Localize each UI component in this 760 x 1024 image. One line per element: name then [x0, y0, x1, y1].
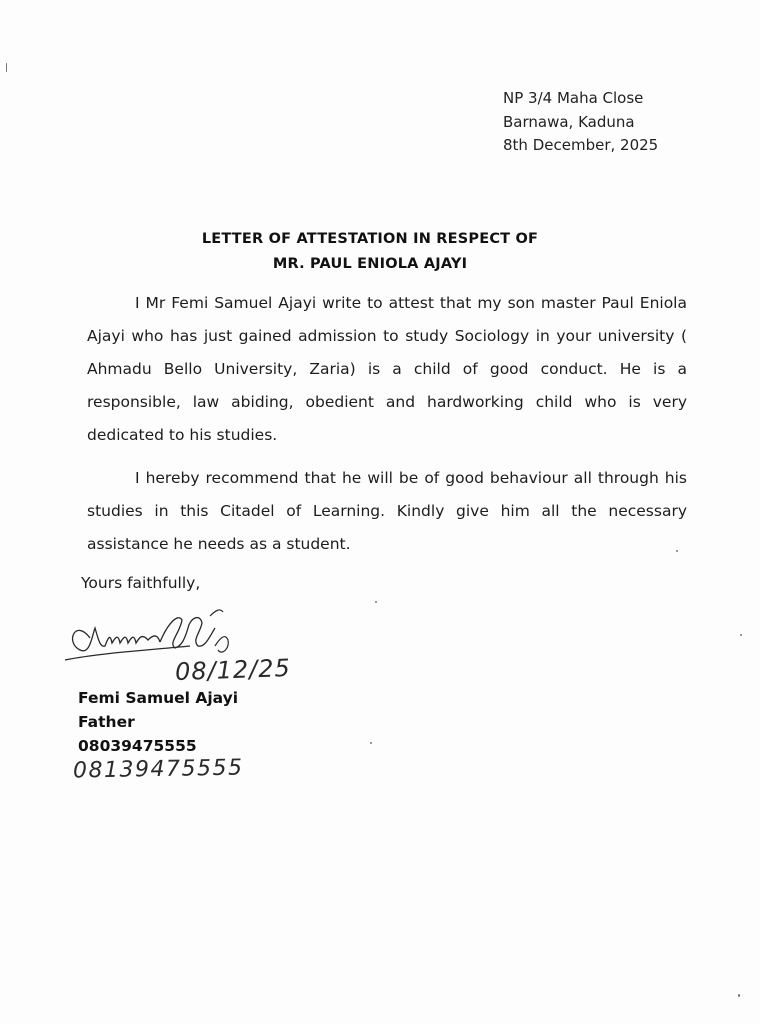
body-paragraph-1: I Mr Femi Samuel Ajayi write to attest that my son master Paul Eniola Ajayi who has just gained admission to study Sociology in your university ( Ahmadu Bello University, Zaria) is a child of good conduct. He is a responsible, law abiding, obedient and hardworking child who is very dedicated to his studies. [87, 294, 687, 444]
address-line-2: Barnawa, Kaduna [503, 112, 635, 131]
letter-title-line-2: MR. PAUL ENIOLA AJAYI [272, 256, 468, 272]
handwritten-date: 08/12/25 [174, 653, 292, 687]
scan-speck [740, 634, 742, 636]
body-paragraph-2: I hereby recommend that he will be of good behaviour all through his studies in this Citadel of Learning. Kindly give him all the necessary assistance he needs as a student. [87, 469, 687, 553]
address-line-1: NP 3/4 Maha Close [503, 89, 644, 107]
letter-date: 8th December, 2025 [503, 136, 659, 154]
signer-phone: 08039475555 [78, 737, 197, 755]
signer-name: Femi Samuel Ajayi [78, 689, 239, 707]
scan-speck [738, 994, 740, 997]
scan-speck [370, 742, 372, 744]
scan-speck [375, 601, 377, 603]
sender-address [503, 87, 658, 158]
scan-speck [676, 550, 678, 552]
letter-title-line-1: LETTER OF ATTESTATION IN RESPECT OF [201, 231, 539, 247]
handwritten-phone: 08139475555 [72, 755, 244, 784]
closing-salutation: Yours faithfully, [81, 574, 201, 592]
signer-role: Father [78, 713, 135, 731]
scan-speck [6, 63, 7, 72]
